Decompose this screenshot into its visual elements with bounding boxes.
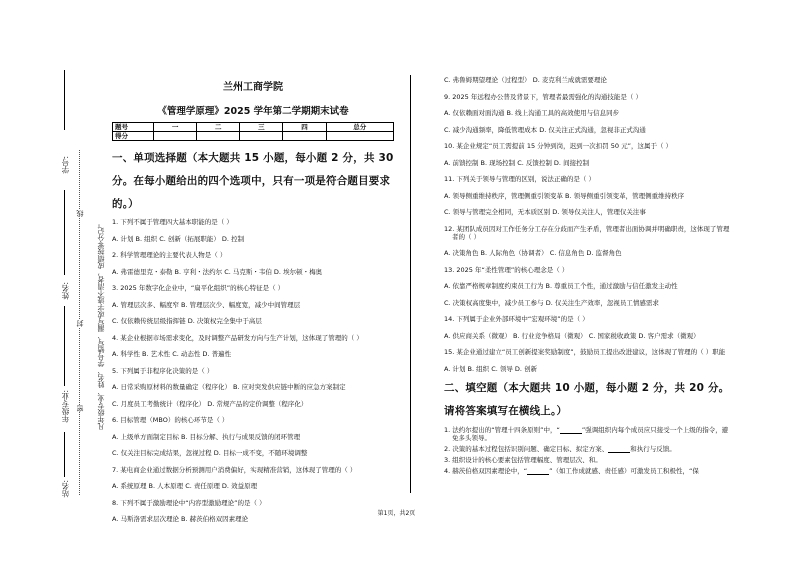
page-footer: 第1页，共2页	[377, 510, 416, 517]
score-table-score-row	[113, 132, 394, 141]
fill-item-3-after: 和。	[588, 455, 602, 464]
student-id-label: 学号:	[61, 156, 70, 174]
seal-mark-line: 线	[76, 210, 84, 217]
question-13-options: A. 依靠严格规章制度约束员工行为 B. 尊重员工个性，通过激励与信任激发主动性	[444, 282, 678, 290]
score-table	[112, 122, 394, 141]
question-12: 12. 某团队成员因对工作任务分工存在分歧而产生矛盾，管理者出面协调并明确职责，这体现了管理者的（ ）	[444, 224, 730, 241]
question-4-options: A. 科学性 B. 艺术性 C. 动态性 D. 普遍性	[112, 350, 232, 358]
question-7: 7. 某电商企业通过数据分析预测用户消费偏好，实现精准营销，这体现了管理的（ ）	[112, 465, 357, 474]
question-6: 6. 目标管理（MBO）的核心环节是（ ）	[112, 416, 229, 424]
seal-mark-seal: 封	[76, 320, 84, 327]
class-major-line	[64, 306, 65, 386]
column-divider	[410, 75, 411, 493]
question-8-options: A. 马斯洛需求层次理论 B. 赫茨伯格双因素理论	[112, 515, 249, 523]
question-1-options: A. 计划 B. 组织 C. 创新（拓展职能） D. 控制	[112, 234, 245, 243]
section1-heading: 一、单项选择题（本大题共 15 小题，每小题 2 分，共 30 分。在每小题给出的四个选项中，只有一项是符合题目要求的。）	[112, 152, 394, 210]
score-table-header-row	[113, 123, 394, 132]
fill-item-2-before: 2. 决策的基本过程包括识别问题、确定目标、拟定方案、	[444, 444, 609, 453]
question-15-options: A. 计划 B. 组织 C. 领导 D. 创新	[444, 364, 538, 373]
site-label: 站名:	[61, 480, 70, 498]
question-3: 3. 2025 年数字化企业中，“扁平化组织”的核心特征是（ ）	[112, 284, 285, 292]
section2-heading: 二、填空题（本大题共 10 小题，每小题 2 分，共 20 分。请将答案填写在横线上。）	[444, 381, 730, 417]
answer-blank-2[interactable]	[608, 445, 630, 453]
fill-item-4-after: ”（如工作成就感、责任感）可激发员工积极性，“保	[549, 466, 699, 475]
right-column	[444, 76, 734, 475]
question-6-options: A. 上级单方面制定目标 B. 目标分解、执行与成果反馈的闭环管理	[112, 432, 301, 441]
header-cell: 三	[240, 123, 283, 132]
fill-item-2-after: 和执行与反馈。	[630, 444, 676, 453]
header-cell: 一	[154, 123, 197, 132]
fill-item-4-before: 4. 赫茨伯格双因素理论中，“	[444, 466, 528, 475]
score-row-label: 得分	[113, 132, 154, 141]
answer-blank-1[interactable]	[560, 426, 582, 434]
question-10: 10. 某企业规定“员工需提前 15 分钟到岗，迟到一次扣罚 50 元”，这属于（ ）	[444, 142, 673, 150]
name-label: 姓名:	[61, 282, 70, 300]
question-11-options-2: C. 领导与管理完全相同，无本质区别 D. 领导仅关注人，管理仅关注事	[444, 208, 646, 216]
question-8: 8. 下列不属于激励理论中“内容型激励理论”的是（ ）	[112, 498, 266, 507]
question-6-options-2: C. 仅关注目标完成结果，忽视过程 D. 目标一成不变，不随环境调整	[112, 449, 308, 457]
question-13: 13. 2025 年“柔性管理”的核心理念是（ ）	[444, 265, 569, 274]
question-8-options-2: C. 弗鲁姆期望理论（过程型） D. 麦克利兰成就需要理论	[444, 76, 607, 84]
header-cell: 二	[197, 123, 240, 132]
class-major-label: 年级专业:	[61, 390, 70, 423]
fill-item-1-after: ”强调组织内每个成员应只接受一个上级的指令，避免多头领导。	[452, 425, 729, 442]
site-line	[64, 432, 65, 477]
score-cell[interactable]	[154, 132, 197, 141]
question-5: 5. 下列属于非程序化决策的是（ ）	[112, 366, 214, 375]
seal-mark-secret: 密	[76, 405, 84, 412]
binding-strip	[30, 60, 110, 500]
school-name: 兰州工商学院	[223, 82, 283, 93]
header-cell: 四	[283, 123, 326, 132]
question-9-options-2: C. 减少沟通频率，降低管理成本 D. 仅关注正式沟通，忽视非正式沟通	[444, 125, 646, 134]
score-cell[interactable]	[240, 132, 283, 141]
name-line	[64, 190, 65, 275]
score-cell[interactable]	[197, 132, 240, 141]
fill-item-4	[444, 467, 734, 475]
question-2-options: A. 弗雷德里克・泰勒 B. 亨利・法约尔 C. 马克斯・韦伯 D. 埃尔顿・梅奥	[112, 267, 323, 276]
question-15: 15. 某企业通过建立“员工创新提案奖励制度”，鼓励员工提出改进建议，这体现了管理的（ ）职能	[444, 348, 726, 356]
question-10-options: A. 前馈控制 B. 现场控制 C. 反馈控制 D. 间接控制	[444, 158, 590, 167]
fill-item-3	[444, 456, 734, 464]
binding-notice: 凡年级专业、姓名、学号错写、漏写或字迹不清者，成绩按零分记。	[97, 220, 105, 430]
question-9-options: A. 仅依赖面对面沟通 B. 线上沟通工具的高效使用与信息同步	[444, 109, 620, 117]
question-11-options: A. 领导侧重维持秩序，管理侧重引领变革 B. 领导侧重引领变革，管理侧重维持秩序	[444, 191, 685, 200]
left-column	[112, 78, 394, 523]
question-2: 2. 科学管理理论的主要代表人物是（ ）	[112, 251, 227, 259]
score-cell[interactable]	[283, 132, 326, 141]
question-13-options-2: C. 决策权高度集中，减少员工参与 D. 仅关注生产效率，忽视员工情感需求	[444, 298, 659, 307]
fill-item-1	[444, 426, 734, 442]
header-cell: 题号	[113, 123, 154, 132]
question-4: 4. 某企业根据市场需求变化，及时调整产品研发方向与生产计划，这体现了管理的（ ）	[112, 333, 363, 342]
question-3-options: A. 管理层次多、幅度窄 B. 管理层次少、幅度宽，减少中间管理层	[112, 300, 301, 309]
fill-item-1-before: 1. 法约尔提出的“管理十四条原则”中，“	[444, 425, 560, 434]
header-cell: 总分	[326, 123, 394, 132]
question-9: 9. 2025 年远程办公普及背景下，管理者最需强化的沟通技能是（ ）	[444, 92, 642, 101]
score-cell[interactable]	[326, 132, 394, 141]
student-id-line	[64, 70, 65, 130]
question-3-options-2: C. 仅依赖传统层级指挥链 D. 决策权完全集中于高层	[112, 317, 262, 325]
question-14: 14. 下列属于企业外部环境中“宏观环境”的是（ ）	[444, 315, 589, 323]
question-5-options-2: C. 月度员工考勤统计（程序化） D. 常规产品的定价调整（程序化）	[112, 399, 308, 408]
answer-blank-4[interactable]	[527, 467, 549, 475]
fill-item-2	[444, 445, 734, 453]
question-7-options: A. 系统原理 B. 人本原理 C. 责任原理 D. 效益原理	[112, 482, 258, 490]
question-5-options: A. 日常采购原材料的数量确定（程序化） B. 应对突发供应链中断的应急方案制定	[112, 383, 346, 391]
fill-item-3-before: 3. 组织设计的核心要素包括管理幅度、管理层次、	[444, 455, 589, 464]
exam-title: 《管理学原理》2025 学年第二学期期末试卷	[157, 106, 349, 117]
question-1: 1. 下列不属于管理四大基本职能的是（ ）	[112, 218, 233, 226]
question-12-options: A. 决策角色 B. 人际角色（协调者） C. 信息角色 D. 监督角色	[444, 249, 622, 257]
question-11: 11. 下列关于领导与管理的区别，说法正确的是（ ）	[444, 175, 595, 183]
question-14-options: A. 供应商关系（微观） B. 行业竞争格局（微观） C. 国家税收政策 D. 客户需求（微观）	[444, 331, 700, 340]
